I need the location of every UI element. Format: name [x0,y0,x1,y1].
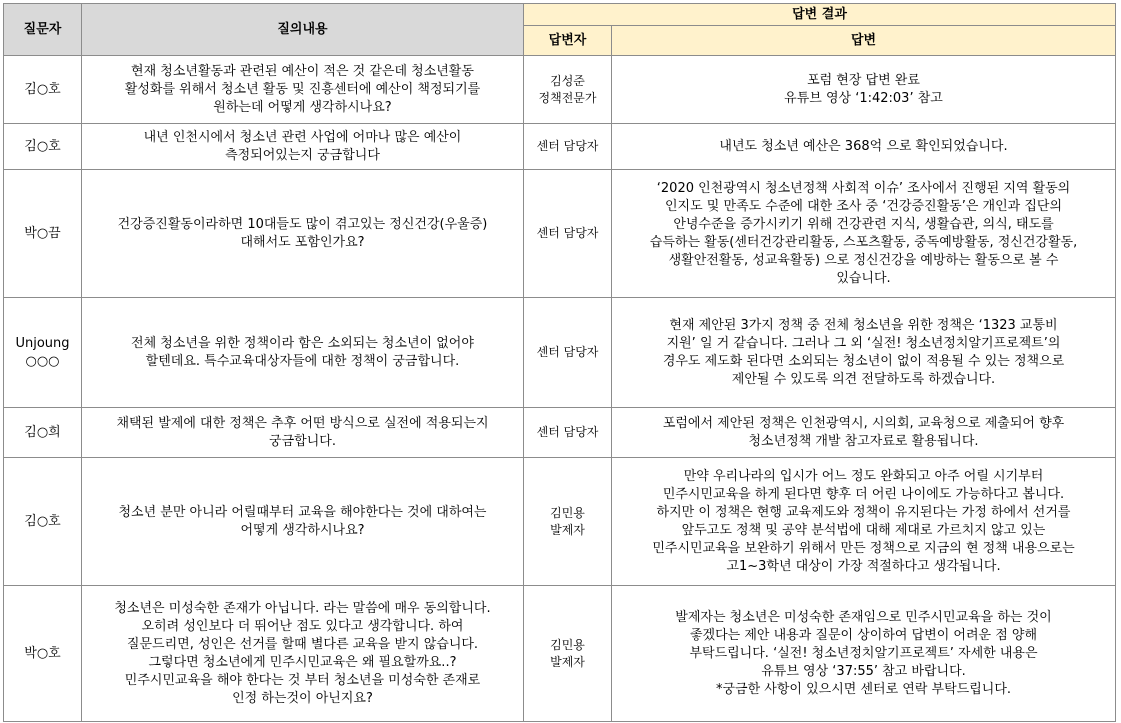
question-cell [82,586,524,722]
table-row [4,408,1116,458]
questioner-line: ○○○ [25,353,60,369]
answerer-line: 센터 담당자 [536,345,599,359]
question-cell [82,124,524,170]
answer-line: 좋겠다는 제안 내용과 질문이 상이하여 답변이 어려운 점 양해 [690,627,1038,643]
answerer-cell [524,56,612,124]
answerer-line: 센터 담당자 [536,226,599,240]
question-line: 대해서도 포함인가요? [240,234,365,250]
answer-line: 경우도 제도화 된다면 소외되는 청소년이 없이 적용될 수 있는 정책으로 [662,353,1065,369]
answer-cell [612,408,1116,458]
answer-cell [612,170,1116,298]
answer-line: 민주시민교육을 보완하기 위해서 만든 정책으로 지금의 현 정책 내용으로는 [652,540,1075,556]
table-row [4,56,1116,124]
answerer-line: 센터 담당자 [536,425,599,439]
question-line: 할텐데요. 특수교육대상자들에 대한 정책이 궁금합니다. [145,353,460,369]
question-line: 원하는데 어떻게 생각하시나요? [213,99,392,115]
questioner-cell [4,586,82,722]
question-line: 채택된 발제에 대한 정책은 추후 어떤 방식으로 실전에 적용되는지 [116,415,489,431]
question-line: 질문드리면, 성인은 선거를 할때 별다른 교육을 받지 않습니다. [126,636,479,652]
answer-line: 발제자는 청소년은 미성숙한 존재임으로 민주시민교육을 하는 것이 [675,609,1052,625]
answerer-cell [524,170,612,298]
question-line: 건강증진활동이라하면 10대들도 많이 겪고있는 정신건강(우울증) [117,216,488,232]
answer-line: 지원’ 일 거 같습니다. 그러나 그 외 ‘실전! 청소년정치알기프로젝트’의 [666,335,1061,351]
question-line: 전체 청소년을 위한 정책이라 함은 소외되는 청소년이 없어야 [131,335,474,351]
answerer-cell [524,124,612,170]
question-line: 궁금합니다. [269,433,336,449]
answerer-line: 김민용 [550,637,585,652]
question-line: 인정 하는것이 아닌지요? [232,690,373,706]
answerer-line: 김성준 [550,73,585,88]
answer-line: 민주시민교육을 하게 된다면 향후 더 어린 나이에도 가능하다고 봅니다. [662,486,1065,502]
question-line: 활성화를 위해서 청소년 활동 및 진흥센터에 예산이 책정되기를 [124,81,481,97]
answer-line: 제안될 수 있도록 의견 전달하도록 하겠습니다. [731,371,996,387]
answerer-line: 발제자 [550,654,585,669]
answer-line: 고1~3학년 대상이 가장 적절하다고 생각됩니다. [726,558,1001,574]
table-row [4,458,1116,586]
answer-line: ‘2020 인천광역시 청소년정책 사회적 이슈’ 조사에서 진행된 지역 활동의 [656,180,1071,196]
question-line: 민주시민교육을 해야 한다는 것 부터 청소년을 미성숙한 존재로 [124,672,481,688]
answer-line: *궁금한 사항이 있으시면 센터로 연락 부탁드립니다. [716,681,1012,697]
answer-line: 포럼에서 제안된 정책은 인천광역시, 시의회, 교육청으로 제출되어 향후 [662,415,1065,431]
answer-line: 인지도 및 만족도 수준에 대한 조사 중 ‘건강증진활동’은 개인과 집단의 [664,198,1063,214]
table-row [4,298,1116,408]
answer-line: 현재 제안된 3가지 정책 중 전체 청소년을 위한 정책은 ‘1323 교통비 [669,317,1058,333]
question-line: 내년 인천시에서 청소년 관련 사업에 어마나 많은 예산이 [143,129,462,145]
question-line: 오히려 성인보다 더 뛰어난 점도 있다고 생각합니다. 하여 [141,618,464,634]
table-row [4,586,1116,722]
answer-cell [612,586,1116,722]
question-cell [82,298,524,408]
questioner-cell [4,170,82,298]
answer-line: 앞두고도 정책 및 공약 분석법에 대해 제대로 가르치지 않고 있는 [681,522,1046,538]
question-line: 청소년은 미성숙한 존재가 아닙니다. 라는 말씀에 매우 동의합니다. [114,600,491,616]
questioner-cell [4,124,82,170]
questioner-line: 김○호 [24,138,61,154]
answer-line: 습득하는 활동(센터건강관리활동, 스포츠활동, 중독예방활동, 정신건강활동, [649,234,1078,250]
table-row [4,124,1116,170]
header-questioner: 질문자 [4,4,82,56]
answer-cell [612,298,1116,408]
answerer-cell [524,298,612,408]
answer-line: 포럼 현장 답변 완료 [807,72,920,88]
answer-cell [612,56,1116,124]
answer-line: 안녕수준을 증가시키기 위해 건강관련 지식, 생활습관, 의식, 태도를 [673,216,1054,232]
questioner-line: 박○호 [24,645,61,661]
answer-line: 생활안전활동, 성교육활동) 으로 정신건강을 예방하는 활동으로 볼 수 [668,252,1059,268]
header-answer: 답변 [612,26,1116,56]
question-cell [82,458,524,586]
questioner-line: 김○희 [24,424,61,440]
header-result: 답변 결과 [524,4,1116,26]
question-line: 측정되어있는지 궁금합니다 [225,147,380,163]
header-answerer: 답변자 [524,26,612,56]
answer-cell [612,124,1116,170]
question-line: 그렇다면 청소년에게 민주시민교육은 왜 필요할까요..? [148,654,457,670]
answerer-line: 김민용 [550,505,585,520]
question-line: 어떻게 생각하시나요? [240,522,365,538]
questioner-cell [4,458,82,586]
questioner-line: Unjoung [15,335,70,351]
answerer-line: 발제자 [550,522,585,537]
question-line: 현재 청소년활동과 관련된 예산이 적은 것 같은데 청소년활동 [131,63,474,79]
answer-line: 부탁드립니다. ‘실전! 청소년정치알기프로젝트’ 자세한 내용은 [689,645,1038,661]
questioner-cell [4,56,82,124]
answer-line: 유튜브 영상 ‘1:42:03’ 참고 [784,90,943,106]
header-question: 질의내용 [82,4,524,56]
answer-line: 내년도 청소년 예산은 368억 으로 확인되었습니다. [719,138,1008,154]
answerer-cell [524,408,612,458]
question-cell [82,408,524,458]
answerer-line: 센터 담당자 [536,139,599,153]
answer-line: 유튜브 영상 ‘37:55’ 참고 바랍니다. [761,663,966,679]
questioner-line: 박○끔 [24,225,61,241]
answer-line: 청소년정책 개발 참고자료로 활용됩니다. [748,433,979,449]
answer-line: 있습니다. [836,270,891,286]
questioner-cell [4,408,82,458]
answerer-cell [524,458,612,586]
qa-table [3,3,1116,722]
questioner-line: 김○호 [24,81,61,97]
questioner-line: 김○호 [24,513,61,529]
answer-line: 하지만 이 정책은 현행 교육제도와 정책이 유지된다는 가정 하에서 선거를 [656,504,1071,520]
question-cell [82,56,524,124]
table-row [4,170,1116,298]
answerer-line: 정책전문가 [538,90,597,105]
answer-cell [612,458,1116,586]
answer-line: 만약 우리나라의 입시가 어느 정도 완화되고 아주 어릴 시기부터 [683,468,1044,484]
question-cell [82,170,524,298]
questioner-cell [4,298,82,408]
question-line: 청소년 분만 아니라 어릴때부터 교육을 해야한다는 것에 대하여는 [118,504,487,520]
answerer-cell [524,586,612,722]
